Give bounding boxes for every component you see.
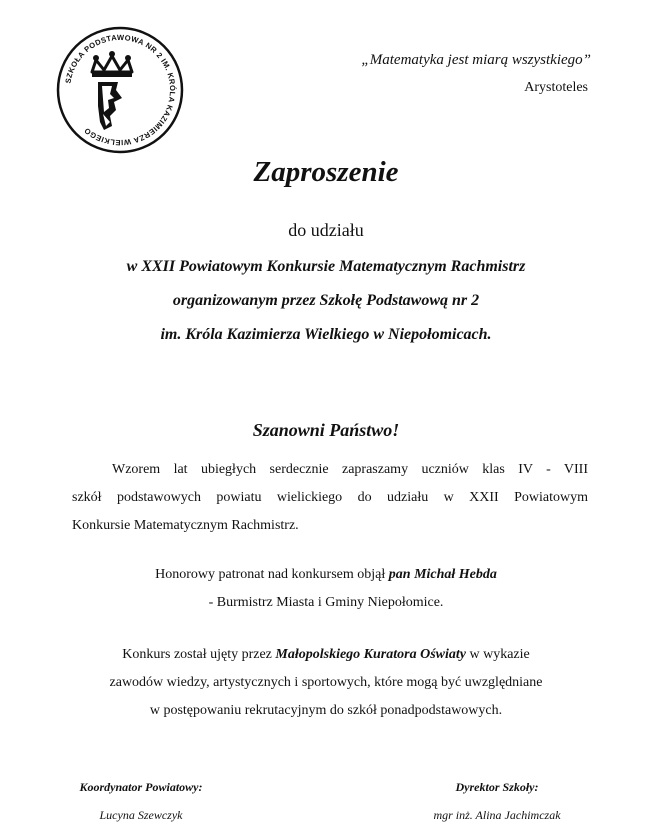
coordinator-name: Lucyna Szewczyk: [99, 808, 183, 822]
page-title: Zaproszenie: [253, 156, 399, 188]
kurator-name: Małopolskiego Kuratora Oświaty: [275, 647, 466, 662]
invitation-line-2: w XXII Powiatowym Konkursie Matematycznym Rachmistrz: [126, 258, 526, 275]
paragraph-1-line-1: Wzorem lat ubiegłych serdecznie zapraszamy uczniów klas IV - VIII: [112, 462, 588, 477]
logo-ring-text: SZKOŁA PODSTAWOWA NR 2 IM. KRÓLA KAZIMIERZA WIELKIEGO: [63, 32, 178, 148]
patronage-line-1: [0, 566, 652, 584]
paragraph-1-line-2: szkół podstawowych powiatu wielickiego do udziału w XXII Powiatowym: [72, 490, 588, 505]
coordinator-label: Koordynator Powiatowy:: [79, 780, 203, 794]
invitation-line-3: organizowanym przez Szkołę Podstawową nr 2: [172, 292, 480, 309]
kurator-line-3: w postępowaniu rekrutacyjnym do szkół ponadpodstawowych.: [149, 703, 503, 718]
greeting: Szanowni Państwo!: [252, 420, 400, 440]
director-name: mgr inż. Alina Jachimczak: [433, 808, 561, 822]
patron-name: pan Michał Hebda: [388, 567, 497, 582]
king-crown-logo-icon: [56, 26, 184, 154]
kurator-line-2: zawodów wiedzy, artystycznych i sportowych, które mogą być uwzględniane: [109, 675, 543, 690]
kurator-prefix: Konkurs został ujęty przez: [122, 647, 276, 662]
paragraph-1-line-3: Konkursie Matematycznym Rachmistrz.: [72, 518, 299, 533]
patronage-line-2: - Burmistrz Miasta i Gminy Niepołomice.: [208, 595, 444, 610]
school-logo: [56, 26, 184, 154]
kurator-suffix: w wykazie: [466, 647, 530, 662]
svg-text:SZKOŁA PODSTAWOWA NR 2 IM. KR: [63, 33, 177, 147]
invitation-line-1: do udziału: [288, 220, 364, 240]
invitation-line-4: im. Króla Kazimierza Wielkiego w Niepołomicach.: [160, 326, 492, 343]
director-label: Dyrektor Szkoły:: [455, 780, 539, 794]
motto-author: Arystoteles: [524, 80, 588, 95]
patronage-prefix: Honorowy patronat nad konkursem objął: [155, 567, 389, 582]
motto-quote: „Matematyka jest miarą wszystkiego”: [361, 52, 591, 68]
kurator-line-1: [0, 646, 652, 664]
